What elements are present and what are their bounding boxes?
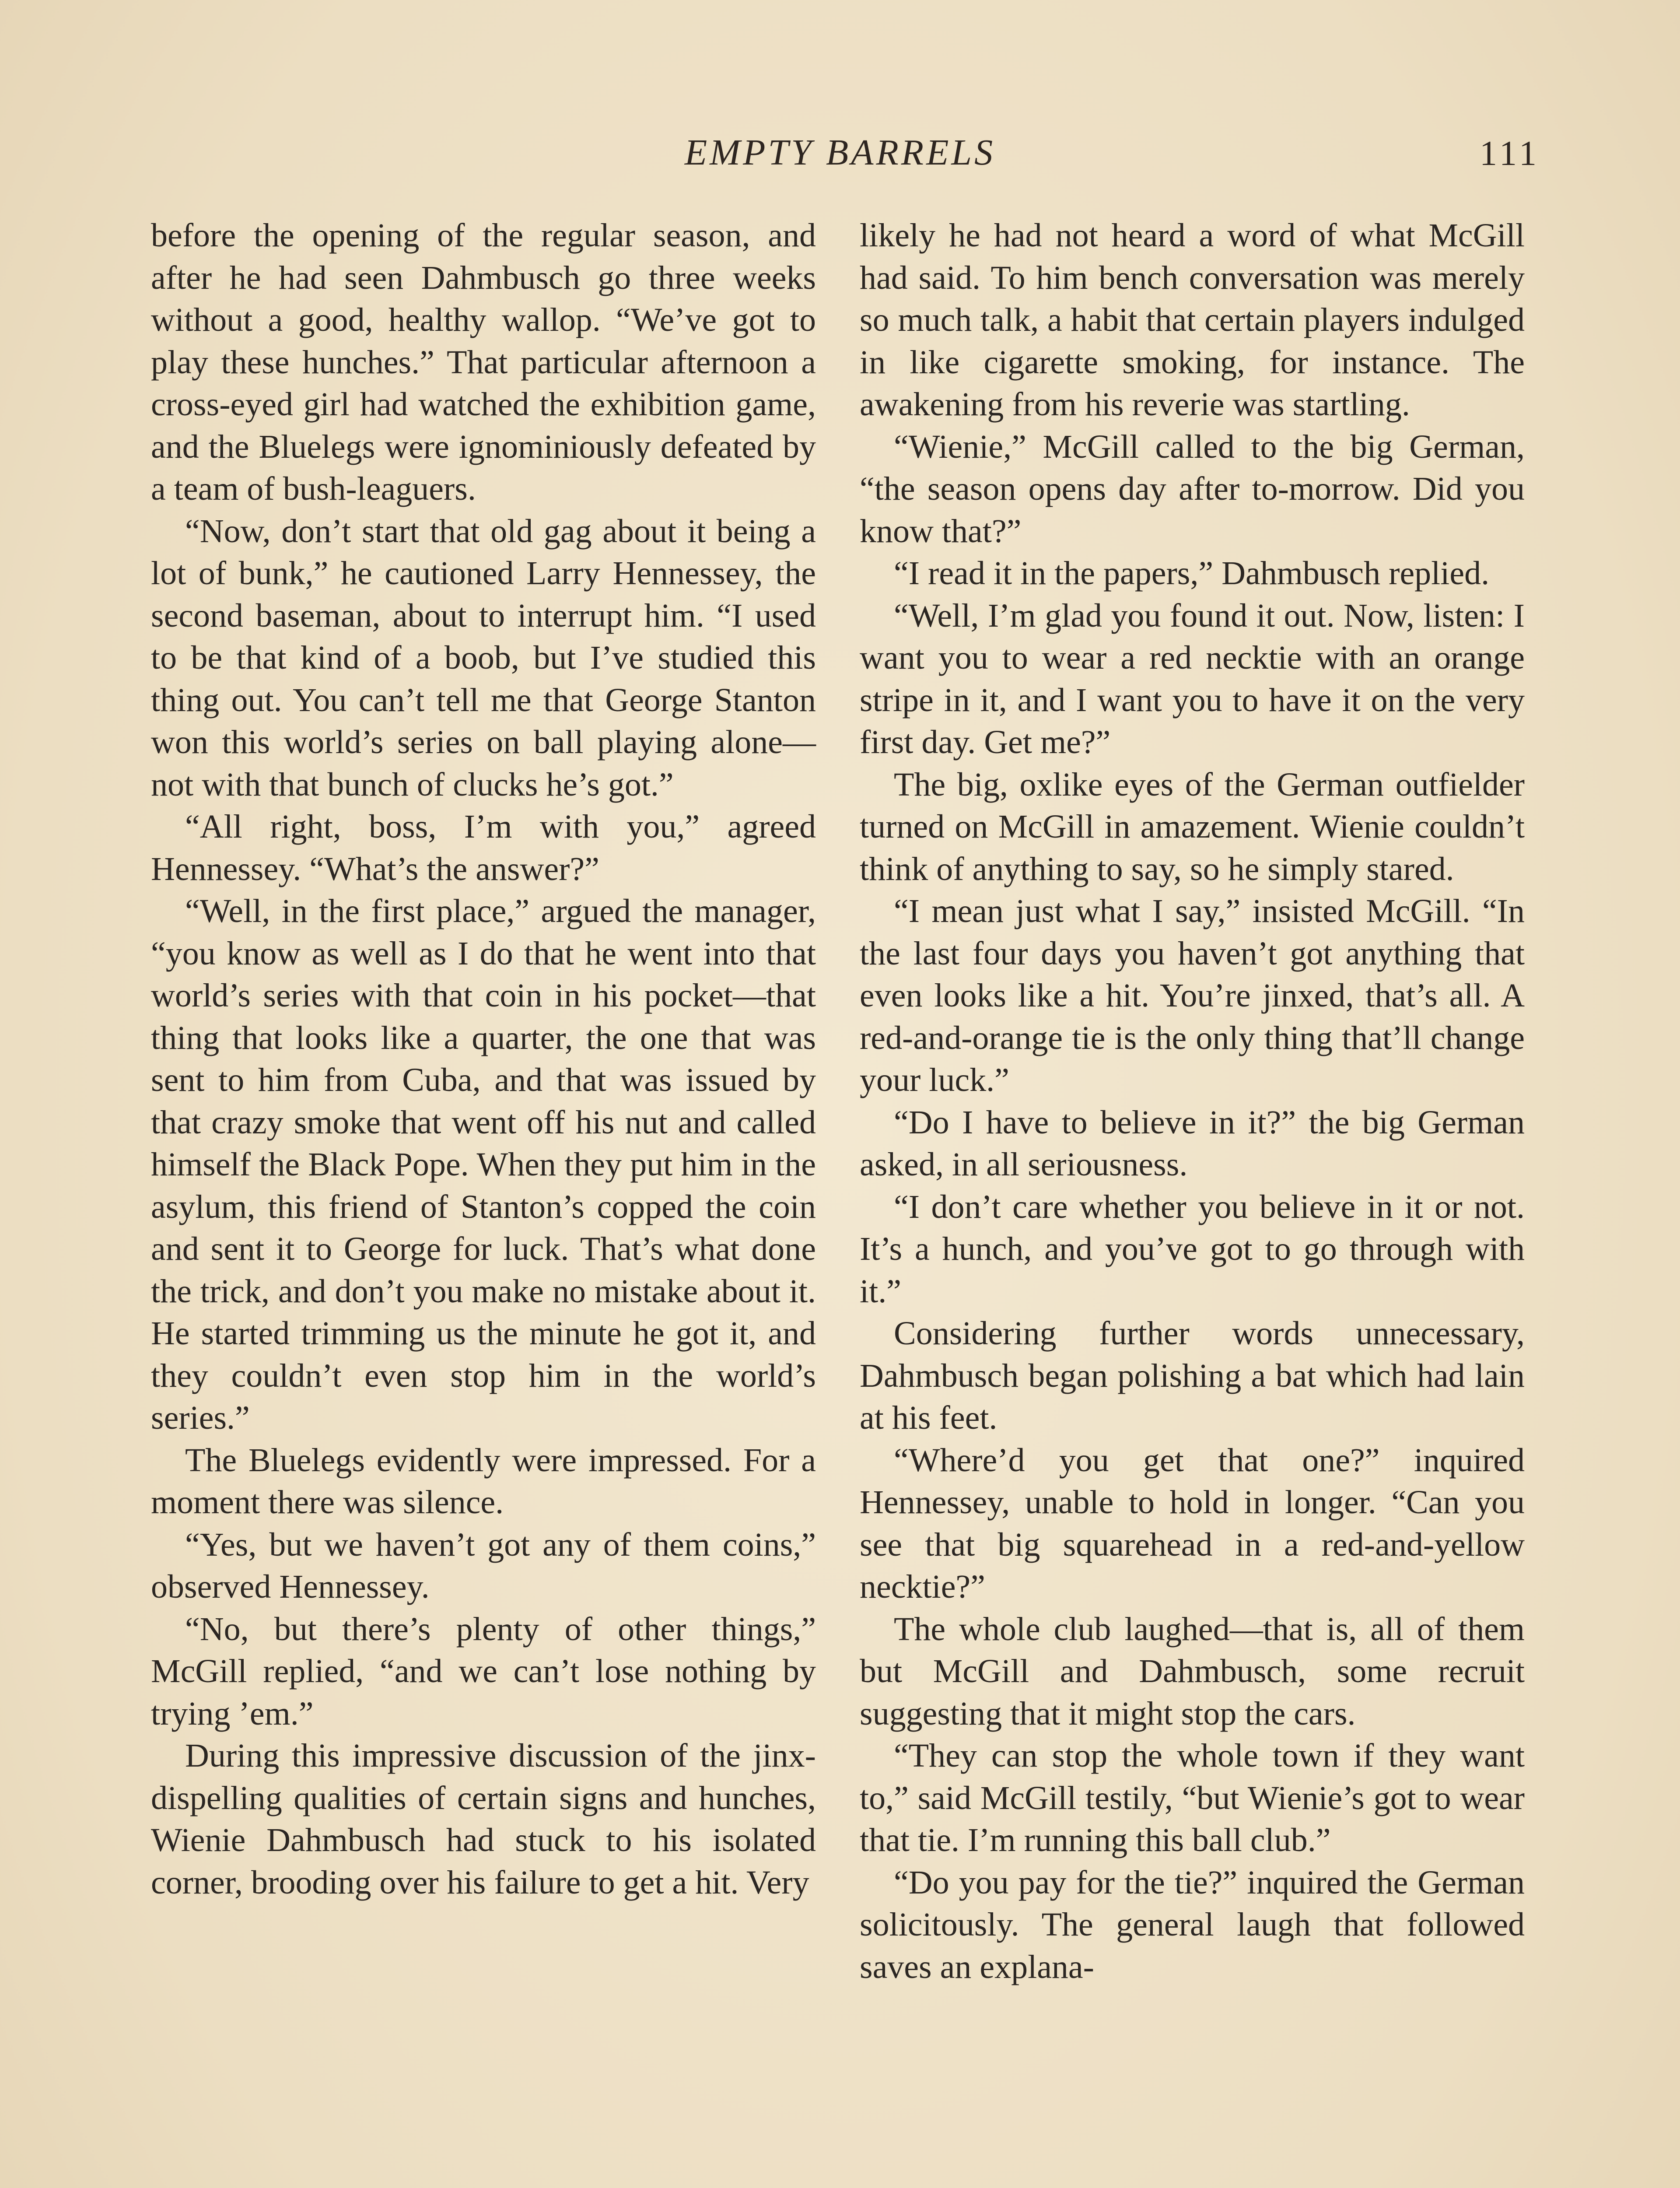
paragraph: The Bluelegs evidently were impressed. For a moment there was silence. bbox=[151, 1441, 816, 1521]
left-column bbox=[151, 214, 816, 1904]
paragraph: The whole club laughed—that is, all of them but McGill and Dahmbusch, some recruit suggesting that it might stop the cars. bbox=[860, 1610, 1525, 1732]
paragraph: likely he had not heard a word of what McGill had said. To him bench conversation was merely so much talk, a habit that certain players indulged in like cigarette smoking, for instance. The awakening from his reverie was startling. bbox=[860, 217, 1525, 423]
paragraph: During this impressive discussion of the jinx-dispelling qualities of certain signs and hunches, Wienie Dahmbusch had stuck to his isolated corner, brooding over his failure to get a hit. Very bbox=[151, 1737, 816, 1901]
paragraph: “I don’t care whether you believe in it or not. It’s a hunch, and you’ve got to go through with it.” bbox=[860, 1188, 1525, 1310]
paragraph: before the opening of the regular season, and after he had seen Dahmbusch go three weeks without a good, healthy wallop. “We’ve got to play these hunches.” That particular afternoon a cross-eyed girl had watched the exhibition game, and the Bluelegs were ignominiously defeated by a team of bush-leaguers. bbox=[151, 217, 816, 507]
paragraph: “Do I have to believe in it?” the big German asked, in all seriousness. bbox=[860, 1104, 1525, 1183]
paragraph: “I read it in the papers,” Dahmbusch replied. bbox=[894, 555, 1490, 592]
paragraph: “Do you pay for the tie?” inquired the German solicitously. The general laugh that followed saves an explana- bbox=[860, 1864, 1525, 1985]
right-column bbox=[860, 214, 1525, 1988]
paragraph: “They can stop the whole town if they want to,” said McGill testily, “but Wienie’s got to wear that tie. I’m running this ball club.” bbox=[860, 1737, 1525, 1858]
paragraph: “Wienie,” McGill called to the big German, “the season opens day after to-morrow. Did you know that?” bbox=[860, 428, 1525, 550]
paragraph: “Where’d you get that one?” inquired Hennessey, unable to hold in longer. “Can you see that big squarehead in a red-and-yellow necktie?” bbox=[860, 1441, 1525, 1605]
paragraph: “Well, I’m glad you found it out. Now, listen: I want you to wear a red necktie with an orange stripe in it, and I want you to have it on the very first day. Get me?” bbox=[860, 597, 1525, 761]
running-head bbox=[0, 131, 1680, 184]
paragraph: The big, oxlike eyes of the German outfielder turned on McGill in amazement. Wienie couldn’t think of anything to say, so he simply stared. bbox=[860, 766, 1525, 887]
paragraph: Considering further words unnecessary, Dahmbusch began polishing a bat which had lain at his feet. bbox=[860, 1315, 1525, 1436]
paragraph: “Well, in the first place,” argued the manager, “you know as well as I do that he went into that world’s series with that coin in his pocket—that thing that looks like a quarter, the one that was sent to him from Cuba, and that was issued by that crazy smoke that went off his nut and called himself the Black Pope. When they put him in the asylum, this friend of Stanton’s copped the coin and sent it to George for luck. That’s what done the trick, and don’t you make no mistake about it. He started trimming us the minute he got it, and they couldn’t even stop him in the world’s series.” bbox=[151, 893, 816, 1436]
paragraph: “All right, boss, I’m with you,” agreed Hennessey. “What’s the answer?” bbox=[151, 808, 816, 887]
paragraph: “I mean just what I say,” insisted McGill. “In the last four days you haven’t got anything that even looks like a hit. You’re jinxed, that’s all. A red-and-orange tie is the only thing that’ll change your luck.” bbox=[860, 893, 1525, 1098]
running-title: EMPTY BARRELS bbox=[684, 132, 996, 173]
paragraph: “No, but there’s plenty of other things,” McGill replied, “and we can’t lose nothing by trying ’em.” bbox=[151, 1610, 816, 1732]
page-number: 111 bbox=[1479, 134, 1540, 173]
paragraph: “Now, don’t start that old gag about it being a lot of bunk,” he cautioned Larry Hennessey, the second baseman, about to interrupt him. “I used to be that kind of a boob, but I’ve studied this thing out. You can’t tell me that George Stanton won this world’s series on ball playing alone—not with that bunch of clucks he’s got.” bbox=[151, 512, 816, 803]
paragraph: “Yes, but we haven’t got any of them coins,” observed Hennessey. bbox=[151, 1526, 816, 1605]
